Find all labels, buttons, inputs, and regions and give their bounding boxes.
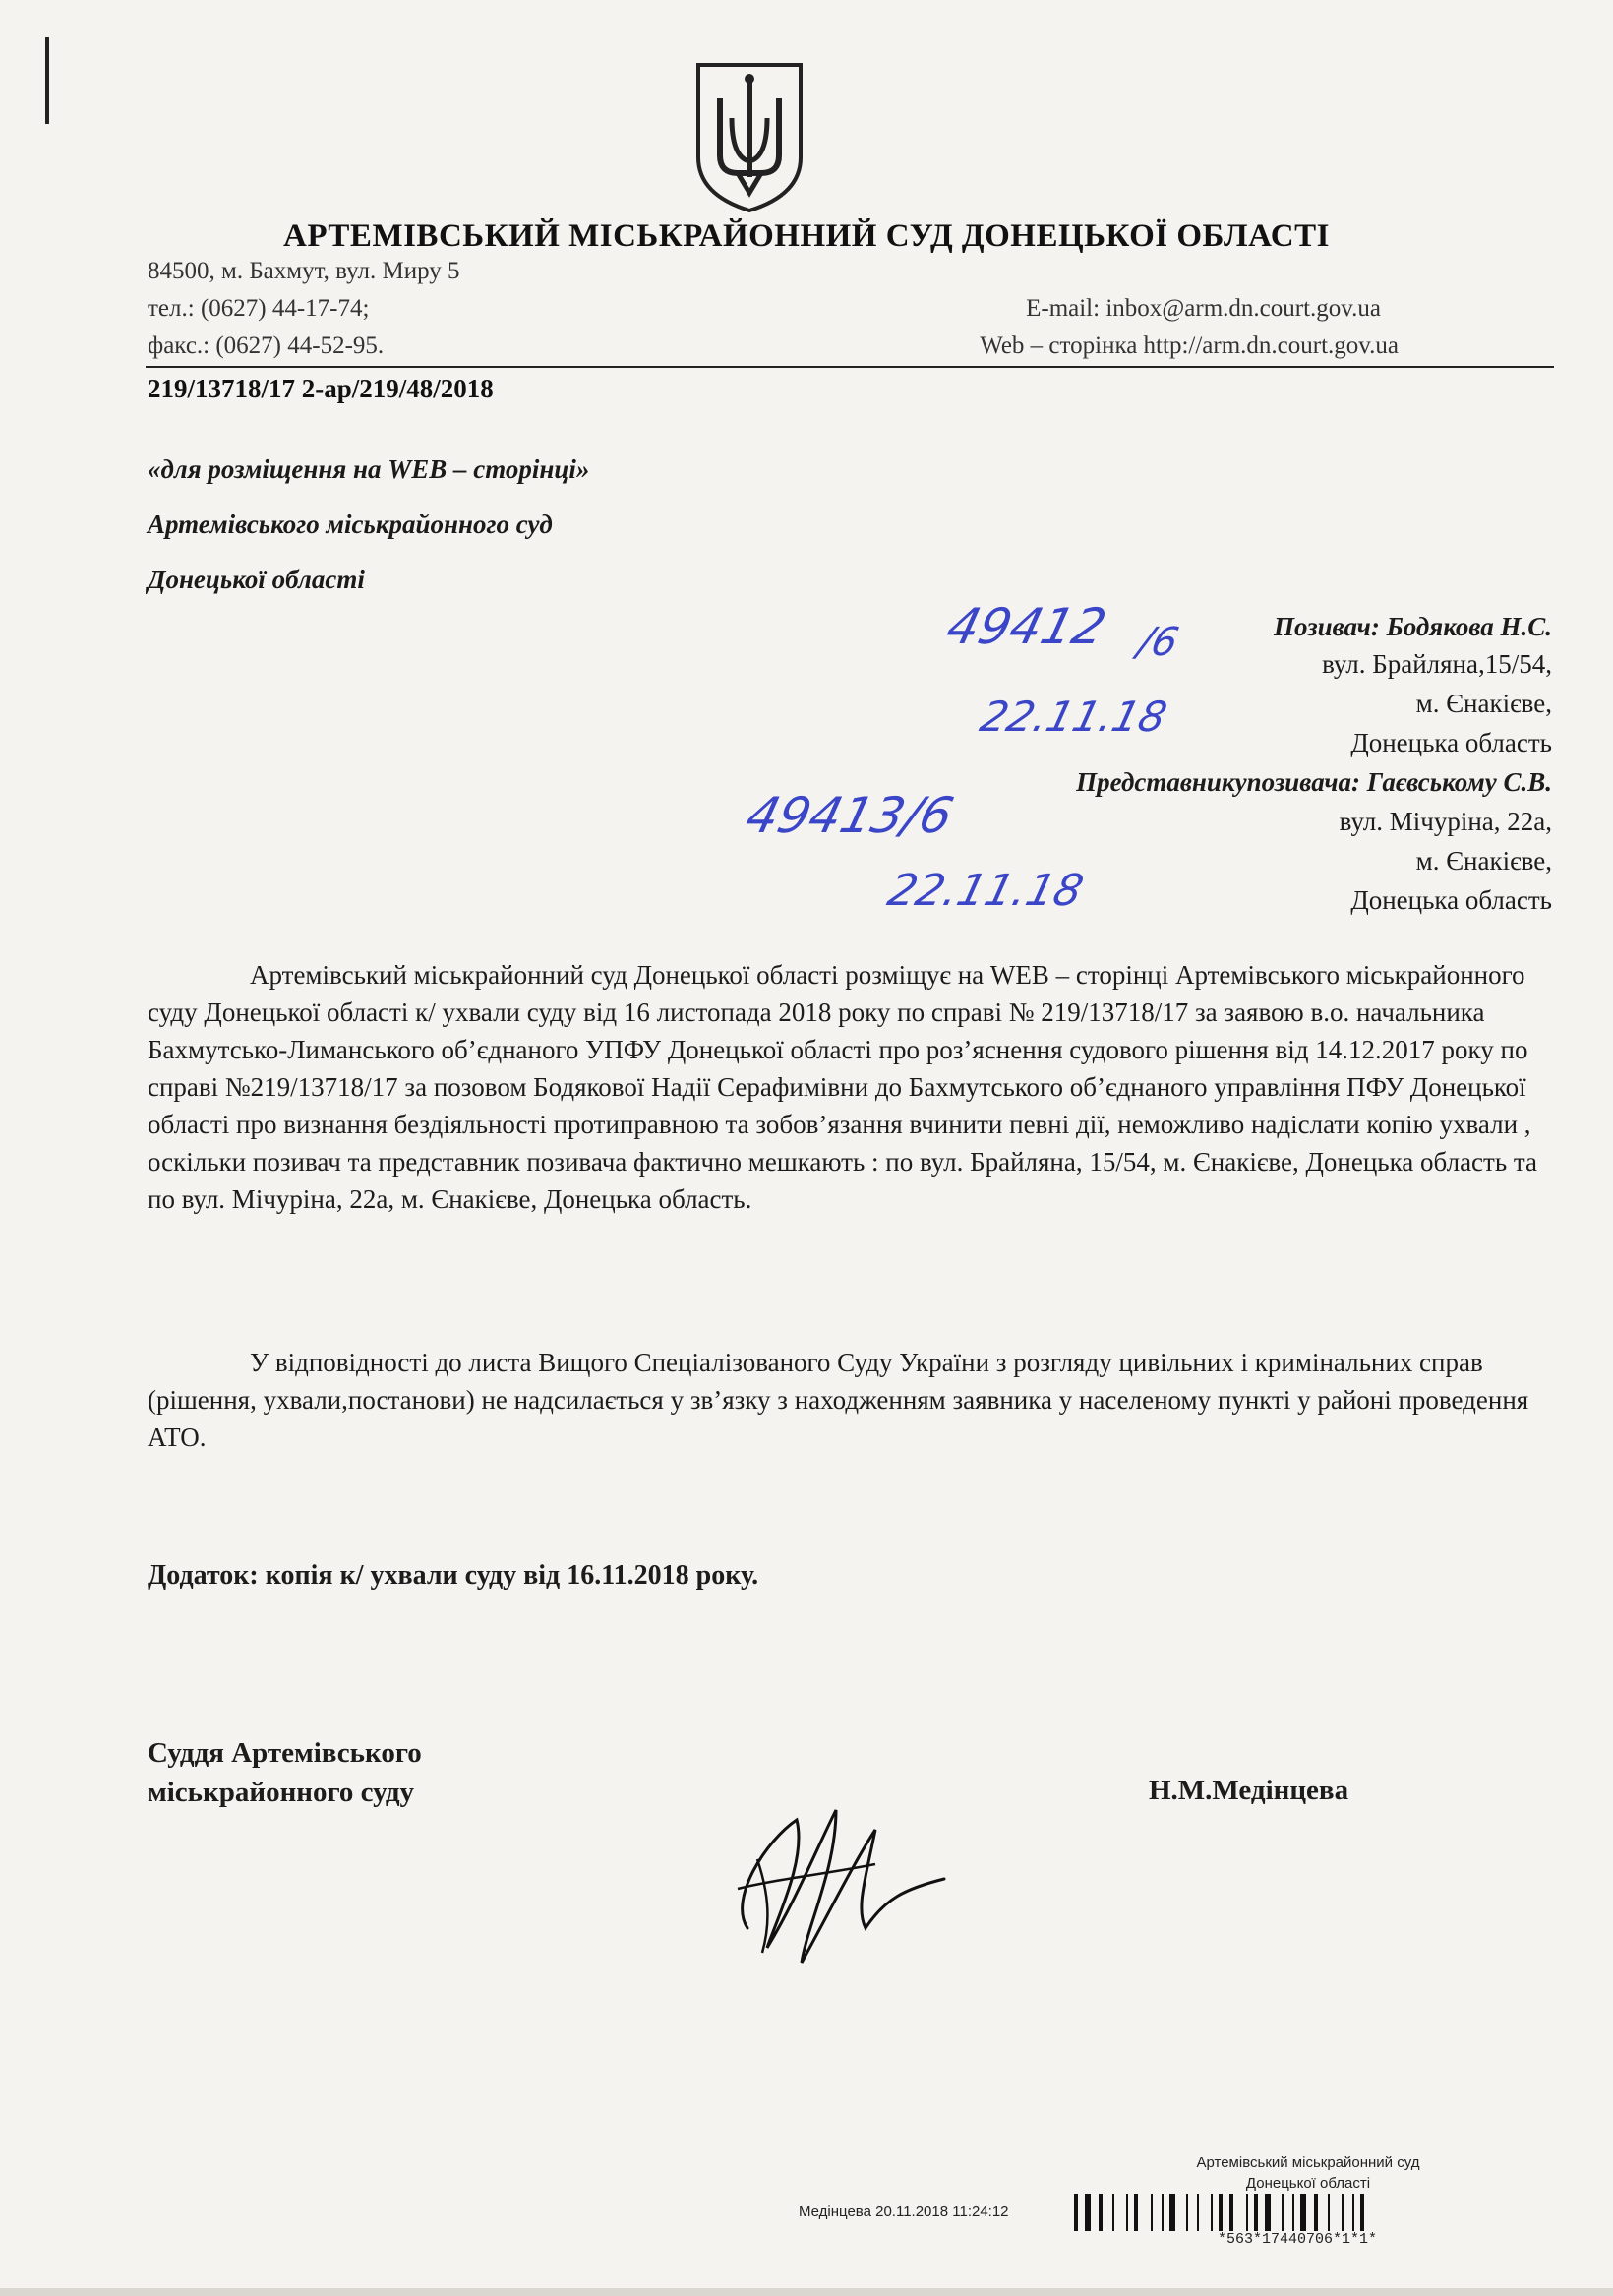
representative-label: Представникупозивача: Гаєвському С.В. [1076, 767, 1552, 797]
case-number: 219/13718/17 2-ар/219/48/2018 [148, 374, 494, 403]
barcode-bar [1219, 2194, 1223, 2231]
handwritten-reg-number-1: 49412 [940, 598, 1112, 655]
barcode-bar [1328, 2194, 1330, 2231]
barcode-bar [1342, 2194, 1344, 2231]
body-paragraph-2-text: У відповідності до листа Вищого Спеціалізованого Суду України з розгляду цивільних і кримінальних справ (рішення, ухвали,постанови) не надсилається у зв’язку з находженням заявника у населеному пункті у районі проведення АТО. [148, 1348, 1529, 1452]
judge-title-block [148, 1733, 422, 1812]
barcode-bar [1112, 2194, 1114, 2231]
representative-address-region: Донецька область [1350, 885, 1552, 915]
page-bottom-edge [0, 2288, 1613, 2296]
judge-name: Н.М.Медінцева [1149, 1775, 1349, 1806]
handwritten-signature [708, 1781, 954, 1977]
header-divider [146, 366, 1554, 368]
plaintiff-address-street: вул. Брайляна,15/54, [1322, 649, 1552, 679]
barcode-bar [1314, 2194, 1318, 2231]
page-edge-mark [45, 37, 49, 124]
barcode-bar [1254, 2194, 1258, 2231]
barcode-bar [1292, 2194, 1294, 2231]
barcode-bar [1360, 2194, 1364, 2231]
judge-title-line-2: міськрайонного суду [148, 1777, 415, 1808]
representative-address-street: вул. Мічуріна, 22а, [1339, 807, 1552, 836]
barcode-bar [1134, 2194, 1138, 2231]
plaintiff-address-city: м. Єнакієве, [1415, 689, 1552, 718]
court-phone: тел.: (0627) 44-17-74; [148, 295, 370, 322]
court-email: E-mail: inbox@arm.dn.court.gov.ua [1026, 295, 1381, 322]
barcode-bar [1229, 2194, 1233, 2231]
plaintiff-address-region: Донецька область [1350, 728, 1552, 757]
representative-address-city: м. Єнакієве, [1415, 846, 1552, 876]
stamp-court-line-2: Донецької області [1245, 2175, 1371, 2192]
stamp-court-line-1: Артемівський міськрайонний суд [1196, 2154, 1420, 2171]
handwritten-date-2: 22.11.18 [882, 866, 1089, 916]
attachment-note: Додаток: копія к/ ухвали суду від 16.11.2018 року. [148, 1560, 759, 1591]
barcode-bar [1074, 2194, 1078, 2231]
barcode-bar [1186, 2194, 1188, 2231]
barcode-bar [1169, 2194, 1175, 2231]
judge-title-line-1: Суддя Артемівського [148, 1737, 422, 1769]
court-fax: факс.: (0627) 44-52-95. [148, 332, 385, 359]
barcode-bar [1300, 2194, 1306, 2231]
web-note-line-3: Донецької області [148, 565, 365, 594]
barcode-bar [1282, 2194, 1284, 2231]
web-note-line-2: Артемівського міськрайонного суд [148, 510, 553, 539]
web-note-line-1: «для розміщення на WEB – сторінці» [148, 454, 590, 484]
body-paragraph-1 [148, 956, 1556, 1218]
barcode-number: *563*17440706*1*1* [1218, 2231, 1378, 2248]
body-paragraph-2 [148, 1344, 1556, 1456]
court-website: Web – сторінка http://arm.dn.court.gov.ua [980, 332, 1399, 359]
barcode-bar [1162, 2194, 1164, 2231]
handwritten-reg-suffix-1: /6 [1133, 620, 1183, 665]
barcode-bar [1151, 2194, 1153, 2231]
coat-of-arms-emblem [690, 59, 808, 214]
plaintiff-label: Позивач: Бодякова Н.С. [1273, 612, 1552, 641]
court-name-heading: АРТЕМІВСЬКИЙ МІСЬКРАЙОННИЙ СУД ДОНЕЦЬКОЇ ОБЛАСТІ [283, 218, 1330, 254]
barcode-bar [1085, 2194, 1091, 2231]
barcode-bar [1352, 2194, 1354, 2231]
barcode-bar [1099, 2194, 1103, 2231]
barcode-bar [1246, 2194, 1248, 2231]
signed-meta: Медінцева 20.11.2018 11:24:12 [799, 2204, 1009, 2220]
handwritten-date-1: 22.11.18 [975, 693, 1172, 741]
barcode-bar [1265, 2194, 1271, 2231]
barcode-bar [1126, 2194, 1128, 2231]
document-barcode [1070, 2194, 1552, 2231]
stamp-court-name [1131, 2152, 1485, 2194]
barcode-bar [1197, 2194, 1199, 2231]
barcode-bar [1211, 2194, 1213, 2231]
body-paragraph-1-text: Артемівський міськрайонний суд Донецької області розміщує на WEB – сторінці Артемівського міськрайонного суду Донецької області к/ ухвали суду від 16 листопада 2018 року по справі № 219/13718/17 за заявою в.о. начальника Бахмутсько-Лиманського об’єднаного УПФУ Донецької області про роз’яснення судового рішення від 14.12.2017 року по справі №219/13718/17 за позовом Бодякової Надії Серафимівни до Бахмутського об’єднаного управління ПФУ Донецької області про визнання бездіяльності протиправною та зобов’язання вчинити певні дії, неможливо надіслати копію ухвали , оскільки позивач та представник позивача фактично мешкають : по вул. Брайляна, 15/54, м. Єнакієве, Донецька область та по вул. Мічуріна, 22а, м. Єнакієве, Донецька область. [148, 960, 1538, 1214]
handwritten-reg-number-2: 49413/6 [740, 787, 959, 844]
court-address: 84500, м. Бахмут, вул. Миру 5 [148, 258, 460, 284]
